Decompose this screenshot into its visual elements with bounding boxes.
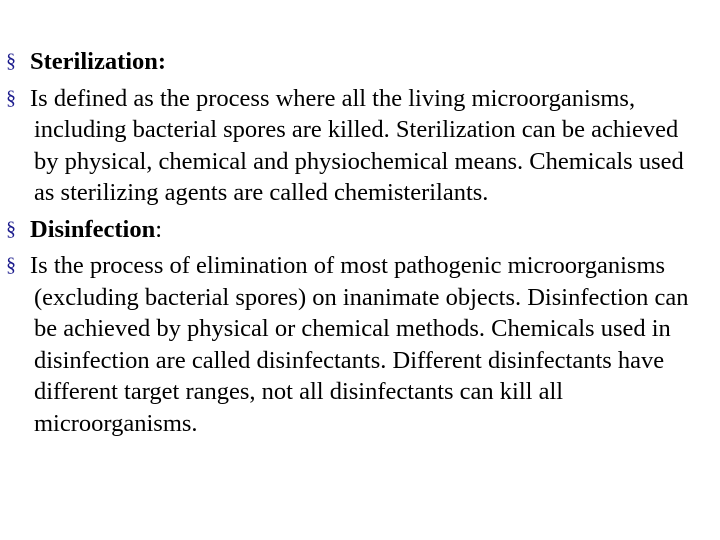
disinfection-heading: Disinfection xyxy=(30,215,156,243)
disinfection-heading-colon: : xyxy=(155,215,163,243)
disinfection-definition-text: Is the process of elimination of most pathogenic microorganisms (excluding bacterial spores) on inanimate objects. Disinfection can be achieved by physical or chemical methods. Chemicals used in disinfection are called disinfectants. Different disinfectants have different target ranges, not all disinfectants can kill all microorganisms. xyxy=(30,252,689,437)
section-bullet-icon: § xyxy=(6,50,16,72)
section-bullet-icon: § xyxy=(6,86,16,109)
bullet-item-disinfection-heading xyxy=(6,214,706,246)
sterilization-heading-colon: : xyxy=(157,48,167,75)
bullet-item-sterilization-heading xyxy=(6,46,706,78)
section-bullet-icon: § xyxy=(6,217,16,240)
section-bullet-icon: § xyxy=(6,254,16,276)
sterilization-definition-text: Is defined as the process where all the living microorganisms, including bacterial spores are killed. Sterilization can be achieved by physical, chemical and physiochemical means. Chemicals used as sterilizing agents are called chemisterilants. xyxy=(30,84,684,206)
sterilization-heading: Sterilization xyxy=(30,48,158,75)
bullet-item-disinfection-definition xyxy=(6,250,706,439)
bullet-item-sterilization-definition xyxy=(6,83,706,209)
